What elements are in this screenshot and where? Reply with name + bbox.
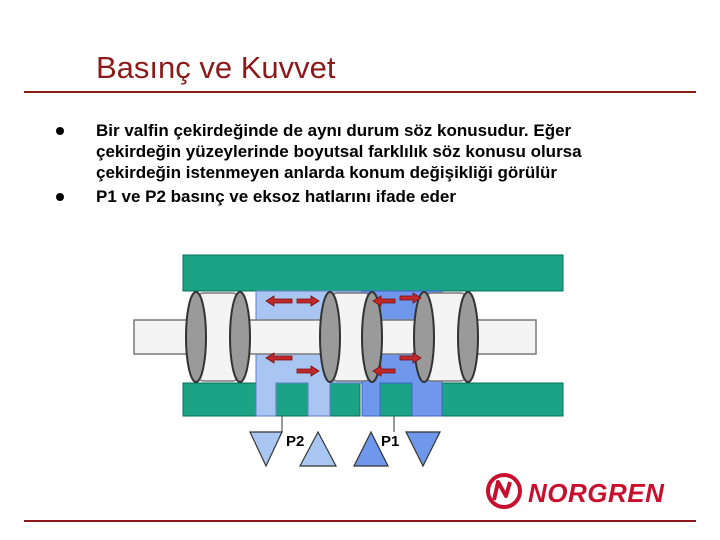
spool-seal (186, 292, 206, 382)
valve-body-bottom-center (276, 383, 308, 416)
valve-body-bottom-center (380, 383, 412, 416)
logo-wordmark: NORGREN (528, 478, 665, 508)
port-label-p1: P1 (381, 433, 400, 450)
port-triangle-p2-inlet (300, 432, 336, 466)
valve-body-top (183, 255, 563, 291)
port-triangle-p2-exhaust (250, 432, 282, 466)
port-triangle-p1-exhaust (406, 432, 440, 466)
norgren-logo-icon (488, 475, 520, 507)
valve-body-bottom-right (442, 383, 563, 416)
norgren-logo (484, 472, 698, 512)
footer-rule (24, 520, 696, 522)
valve-body-bottom-center (330, 383, 360, 416)
spool-seal (320, 292, 340, 382)
spool-seal (230, 292, 250, 382)
spool-seal (414, 292, 434, 382)
port-label-p2: P2 (286, 433, 305, 450)
valve-body-bottom-left (183, 383, 256, 416)
bullet-text: P1 ve P2 basınç ve eksoz hatlarını ifade eder (96, 187, 457, 206)
bullet-text: Bir valfin çekirdeğinde de aynı durum söz konusudur. Eğer çekirdeğin yüzeylerinde boyutsal farklılık söz konusu olursa çekirdeğin istenmeyen anlarda konum değişikliği görülür (96, 121, 582, 182)
slide-title: Basınç ve Kuvvet (96, 50, 336, 85)
spool-seal (458, 292, 478, 382)
